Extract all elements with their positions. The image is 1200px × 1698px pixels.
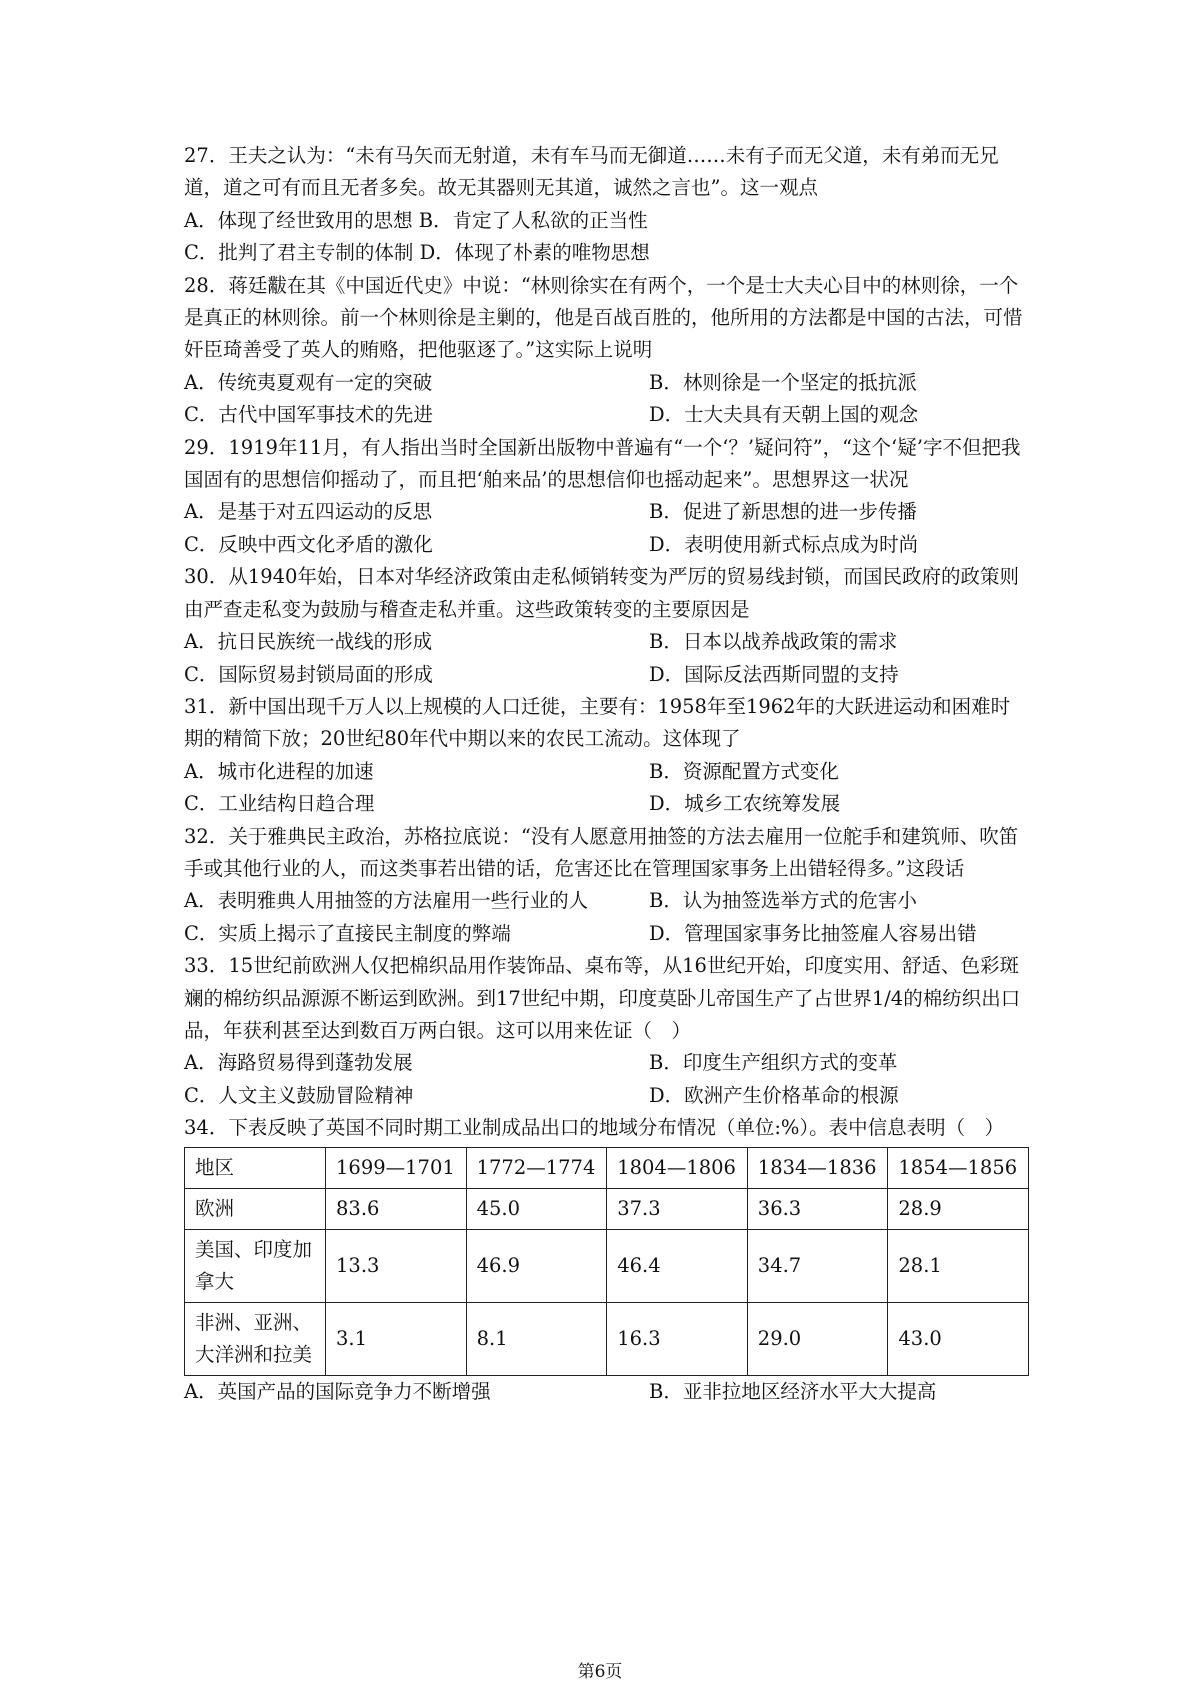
table-cell: 46.4 (607, 1229, 748, 1302)
option-a: A．英国产品的国际竞争力不断增强 (184, 1379, 491, 1403)
question-34-options-row1 (184, 1376, 1029, 1408)
question-28-stem: 28．蒋廷黻在其《中国近代史》中说：“林则徐实在有两个，一个是士大夫心目中的林则徐，一个是真正的林则徐。前一个林则徐是主剿的，他是百战百胜的，他所用的方法都是中国的古法，可惜奸臣琦善受了英人的贿赂，把他驱逐了。”这实际上说明 (184, 273, 1023, 362)
option-c: C．人文主义鼓励冒险精神 (184, 1083, 414, 1107)
table-cell: 非洲、亚洲、大洋洲和拉美 (185, 1302, 326, 1375)
table-header-cell: 1834—1836 (747, 1147, 888, 1188)
option-b: B．促进了新思想的进一步传播 (649, 500, 917, 524)
question-30-stem: 30．从1940年始，日本对华经济政策由走私倾销转变为严厉的贸易线封锁，而国民政府的政策则由严查走私变为鼓励与稽查走私并重。这些政策转变的主要原因是 (184, 565, 1019, 621)
option-d: D．士大夫具有天朝上国的观念 (649, 403, 919, 427)
table-row (185, 1188, 1029, 1229)
option-a: A．城市化进程的加速 (184, 759, 374, 783)
question-34-stem: 34．下表反映了英国不同时期工业制成品出口的地域分布情况（单位:%）。表中信息表明（ ） (184, 1116, 1005, 1140)
question-29-options-row2 (184, 529, 1029, 561)
table-cell: 欧洲 (185, 1188, 326, 1229)
table-cell: 28.1 (888, 1229, 1029, 1302)
table-cell: 16.3 (607, 1302, 748, 1375)
question-29-stem: 29．1919年11月，有人指出当时全国新出版物中普遍有“一个‘？’疑问符”，“这个‘疑’字不但把我国固有的思想信仰摇动了，而且把‘舶来品’的思想信仰也摇动起来”。思想界这一状况 (184, 435, 1021, 492)
table-cell: 3.1 (326, 1302, 467, 1375)
question-27-options-cd: C．批判了君主专制的体制 D．体现了朴素的唯物思想 (184, 241, 650, 265)
question-33-options-row1 (184, 1047, 1029, 1079)
question-28-options-row1 (184, 367, 1029, 399)
question-27-options-ab: A．体现了经世致用的思想 B．肯定了人私欲的正当性 (184, 208, 648, 232)
option-c: C．古代中国军事技术的先进 (184, 403, 433, 427)
table-cell: 34.7 (747, 1229, 888, 1302)
option-b: B．认为抽签选举方式的危害小 (649, 889, 917, 913)
table-cell: 美国、印度加拿大 (185, 1229, 326, 1302)
export-distribution-table (184, 1147, 1029, 1376)
option-a: A．传统夷夏观有一定的突破 (184, 370, 433, 394)
table-cell: 46.9 (466, 1229, 607, 1302)
question-30-options-row1 (184, 626, 1029, 658)
question-32-stem: 32．关于雅典民主政治，苏格拉底说：“没有人愿意用抽签的方法去雇用一位舵手和建筑师、吹笛手或其他行业的人，而这类事若出错的话，危害还比在管理国家事务上出错轻得多。”这段话 (184, 824, 1019, 880)
table-header-cell: 1804—1806 (607, 1147, 748, 1188)
table-cell: 29.0 (747, 1302, 888, 1375)
question-30-options-row2 (184, 659, 1029, 691)
option-b: B．印度生产组织方式的变革 (649, 1051, 898, 1075)
question-29-options-row1 (184, 496, 1029, 528)
option-a: A．表明雅典人用抽签的方法雇用一些行业的人 (184, 889, 589, 913)
question-33-stem: 33．15世纪前欧洲人仅把棉织品用作装饰品、桌布等，从16世纪开始，印度实用、舒适、色彩斑斓的棉纺织品源源不断运到欧洲。到17世纪中期，印度莫卧儿帝国生产了占世界1/4的棉纺织出口品，年获利甚至达到数百万两白银。这可以用来佐证（ ） (184, 954, 1021, 1042)
question-33-options-row2 (184, 1080, 1029, 1112)
option-b: B．资源配置方式变化 (649, 759, 839, 783)
table-row (185, 1229, 1029, 1302)
exam-page (184, 140, 1029, 1408)
option-c: C．国际贸易封锁局面的形成 (184, 662, 433, 686)
table-header-cell: 1772—1774 (466, 1147, 607, 1188)
table-cell: 13.3 (326, 1229, 467, 1302)
question-32-options-row2 (184, 918, 1029, 950)
table-cell: 43.0 (888, 1302, 1029, 1375)
question-31-options-row2 (184, 788, 1029, 820)
option-b: B．日本以战养战政策的需求 (649, 630, 898, 654)
question-31-options-row1 (184, 756, 1029, 788)
table-cell: 37.3 (607, 1188, 748, 1229)
table-header-row (185, 1147, 1029, 1188)
option-d: D．表明使用新式标点成为时尚 (649, 532, 919, 556)
table-cell: 83.6 (326, 1188, 467, 1229)
option-d: D．欧洲产生价格革命的根源 (649, 1083, 899, 1107)
table-header-cell: 1699—1701 (326, 1147, 467, 1188)
table-header-cell: 地区 (185, 1147, 326, 1188)
table-header-cell: 1854—1856 (888, 1147, 1029, 1188)
option-d: D．管理国家事务比抽签雇人容易出错 (649, 921, 977, 945)
option-c: C．反映中西文化矛盾的激化 (184, 532, 433, 556)
page-number: 第6页 (577, 1662, 623, 1682)
table-cell: 36.3 (747, 1188, 888, 1229)
option-a: A．抗日民族统一战线的形成 (184, 630, 433, 654)
option-d: D．城乡工农统筹发展 (649, 792, 841, 816)
option-d: D．国际反法西斯同盟的支持 (649, 662, 899, 686)
option-b: B．亚非拉地区经济水平大大提高 (649, 1379, 937, 1403)
question-32-options-row1 (184, 885, 1029, 917)
question-28-options-row2 (184, 399, 1029, 431)
table-cell: 45.0 (466, 1188, 607, 1229)
option-b: B．林则徐是一个坚定的抵抗派 (649, 370, 917, 394)
table-cell: 28.9 (888, 1188, 1029, 1229)
question-31-stem: 31．新中国出现千万人以上规模的人口迁徙，主要有：1958年至1962年的大跃进运动和困难时期的精简下放；20世纪80年代中期以来的农民工流动。这体现了 (184, 694, 1011, 751)
question-27-stem: 27．王夫之认为：“未有马矢而无射道，未有车马而无御道……未有子而无父道，未有弟而无兄道，道之可有而且无者多矣。故无其器则无其道，诚然之言也”。这一观点 (184, 144, 999, 200)
option-c: C．工业结构日趋合理 (184, 792, 375, 816)
table-cell: 8.1 (466, 1302, 607, 1375)
option-c: C．实质上揭示了直接民主制度的弊端 (184, 921, 511, 945)
option-a: A．海路贸易得到蓬勃发展 (184, 1051, 413, 1075)
option-a: A．是基于对五四运动的反思 (184, 500, 433, 524)
table-row (185, 1302, 1029, 1375)
